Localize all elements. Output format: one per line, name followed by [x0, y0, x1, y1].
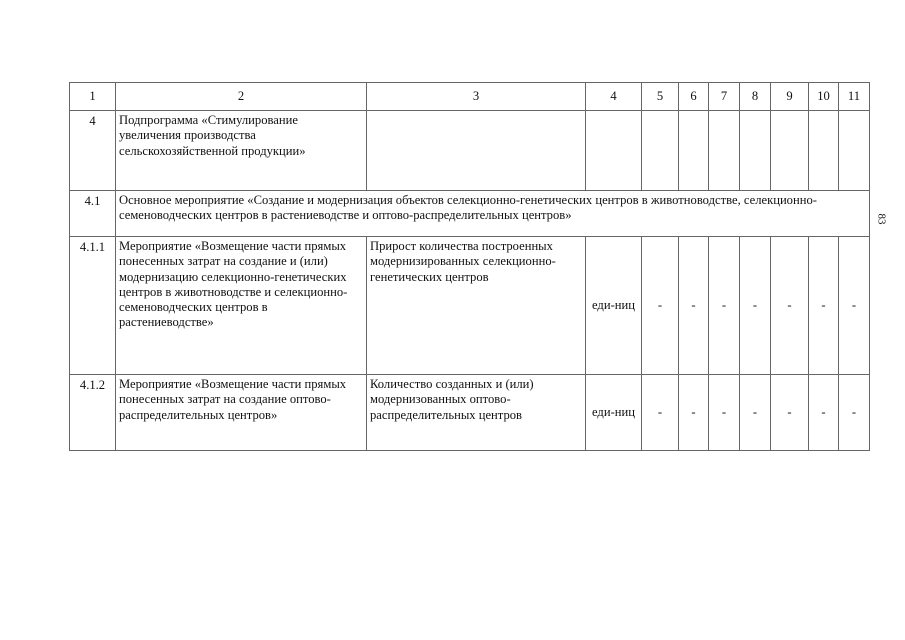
value-cell: -	[740, 375, 771, 451]
page-number: 83	[875, 213, 888, 225]
row-indicator: Прирост количества построенных модернизированных селекционно-генетических центров	[367, 237, 586, 375]
header-cell: 11	[839, 83, 870, 111]
table-row	[70, 237, 870, 375]
row-number: 4.1	[70, 191, 116, 237]
header-cell: 7	[709, 83, 740, 111]
row-number: 4	[70, 111, 116, 191]
header-cell: 9	[771, 83, 809, 111]
value-cell: -	[709, 237, 740, 375]
value-cell: -	[771, 237, 809, 375]
header-cell: 3	[367, 83, 586, 111]
row-unit: еди-ниц	[586, 237, 642, 375]
header-cell: 1	[70, 83, 116, 111]
header-cell: 10	[809, 83, 839, 111]
header-row	[70, 83, 870, 111]
table-row	[70, 191, 870, 237]
value-cell: -	[839, 375, 870, 451]
row-name: Мероприятие «Возмещение части прямых понесенных затрат на создание оптово-распределительных центров»	[116, 375, 367, 451]
program-table	[69, 82, 870, 451]
value-cell: -	[679, 375, 709, 451]
value-cell: -	[771, 375, 809, 451]
table-row	[70, 375, 870, 451]
table-row	[70, 111, 870, 191]
value-cell: -	[709, 375, 740, 451]
row-indicator: Количество созданных и (или) модернизованных оптово-распределительных центров	[367, 375, 586, 451]
header-cell: 5	[642, 83, 679, 111]
row-number: 4.1.1	[70, 237, 116, 375]
value-cell: -	[642, 237, 679, 375]
value-cell: -	[642, 375, 679, 451]
row-number: 4.1.2	[70, 375, 116, 451]
header-cell: 4	[586, 83, 642, 111]
header-cell: 8	[740, 83, 771, 111]
row-unit: еди-ниц	[586, 375, 642, 451]
value-cell: -	[839, 237, 870, 375]
header-cell: 6	[679, 83, 709, 111]
value-cell: -	[809, 375, 839, 451]
row-name: Мероприятие «Возмещение части прямых понесенных затрат на создание и (или) модернизацию селекционно-генетических центров в животноводстве и селекционно-семеноводческих центров в растениеводстве»	[116, 237, 367, 375]
value-cell: -	[679, 237, 709, 375]
row-name: Основное мероприятие «Создание и модернизация объектов селекционно-генетических центров в животноводстве, селекционно-семеноводческих центров в растениеводстве и оптово-распределительных центров»	[116, 191, 870, 237]
header-cell: 2	[116, 83, 367, 111]
row-name: Подпрограмма «Стимулирование увеличения производства сельскохозяйственной продукции»	[116, 111, 367, 191]
value-cell: -	[809, 237, 839, 375]
value-cell: -	[740, 237, 771, 375]
